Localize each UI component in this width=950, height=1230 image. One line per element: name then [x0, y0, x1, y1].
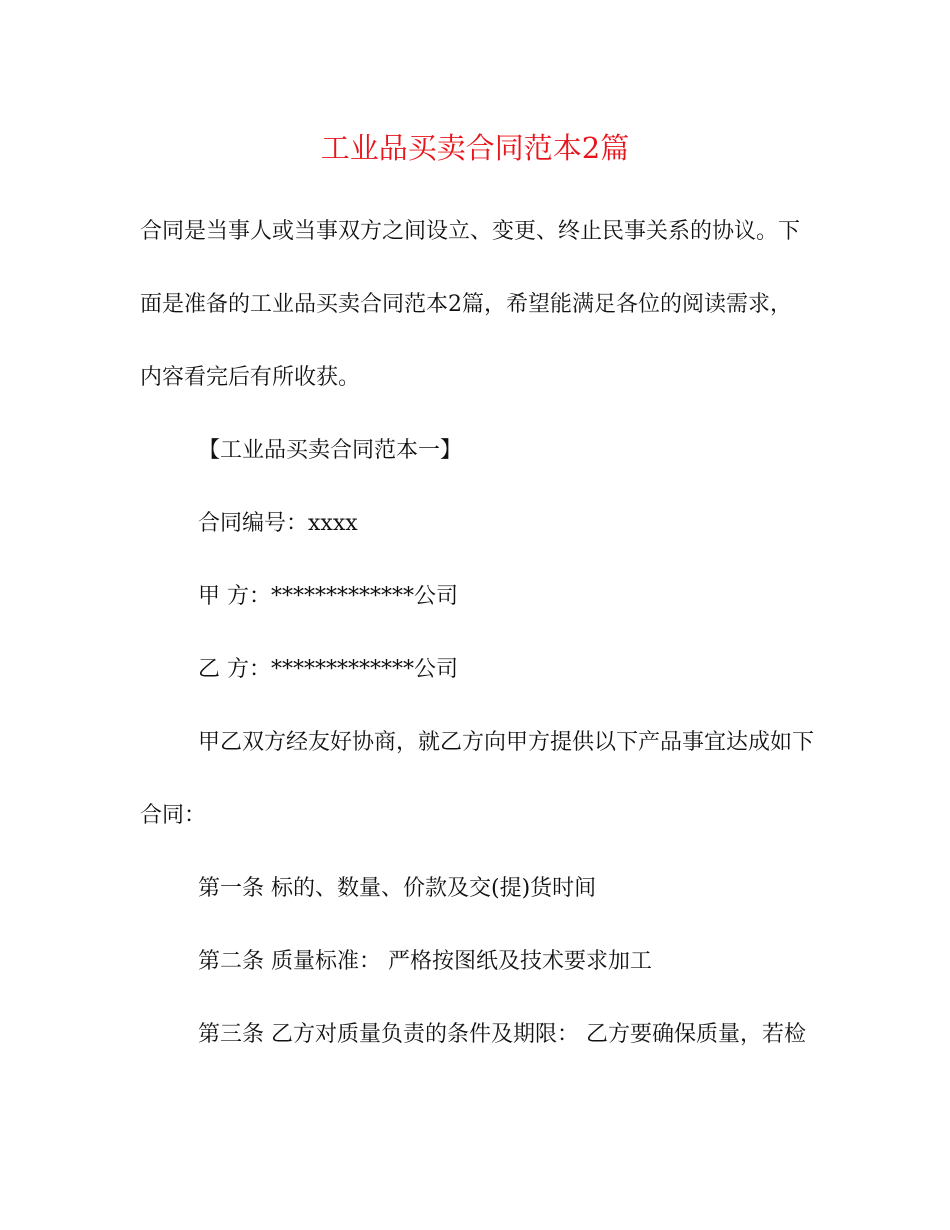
section-heading: 【工业品买卖合同范本一】: [198, 438, 463, 463]
intro-line-2: 面是准备的工业品买卖合同范本2篇，希望能满足各位的阅读需求，: [140, 292, 792, 317]
intro-line-1: 合同是当事人或当事双方之间设立、变更、终止民事关系的协议。下: [140, 219, 801, 244]
document-title: 工业品买卖合同范本2篇: [320, 131, 630, 165]
intro-line-3: 内容看完后有所收获。: [140, 365, 361, 390]
contract-number: 合同编号：xxxx: [198, 511, 358, 536]
article-3: 第三条 乙方对质量负责的条件及期限： 乙方要确保质量，若检: [198, 1022, 806, 1047]
article-2: 第二条 质量标准： 严格按图纸及技术要求加工: [198, 949, 652, 974]
article-1: 第一条 标的、数量、价款及交(提)货时间: [198, 876, 597, 901]
party-b: 乙 方：*************公司: [198, 657, 458, 682]
agreement-line-2: 合同：: [140, 803, 207, 828]
party-a: 甲 方：*************公司: [198, 584, 458, 609]
agreement-line-1: 甲乙双方经友好协商，就乙方向甲方提供以下产品事宜达成如下: [198, 730, 815, 755]
